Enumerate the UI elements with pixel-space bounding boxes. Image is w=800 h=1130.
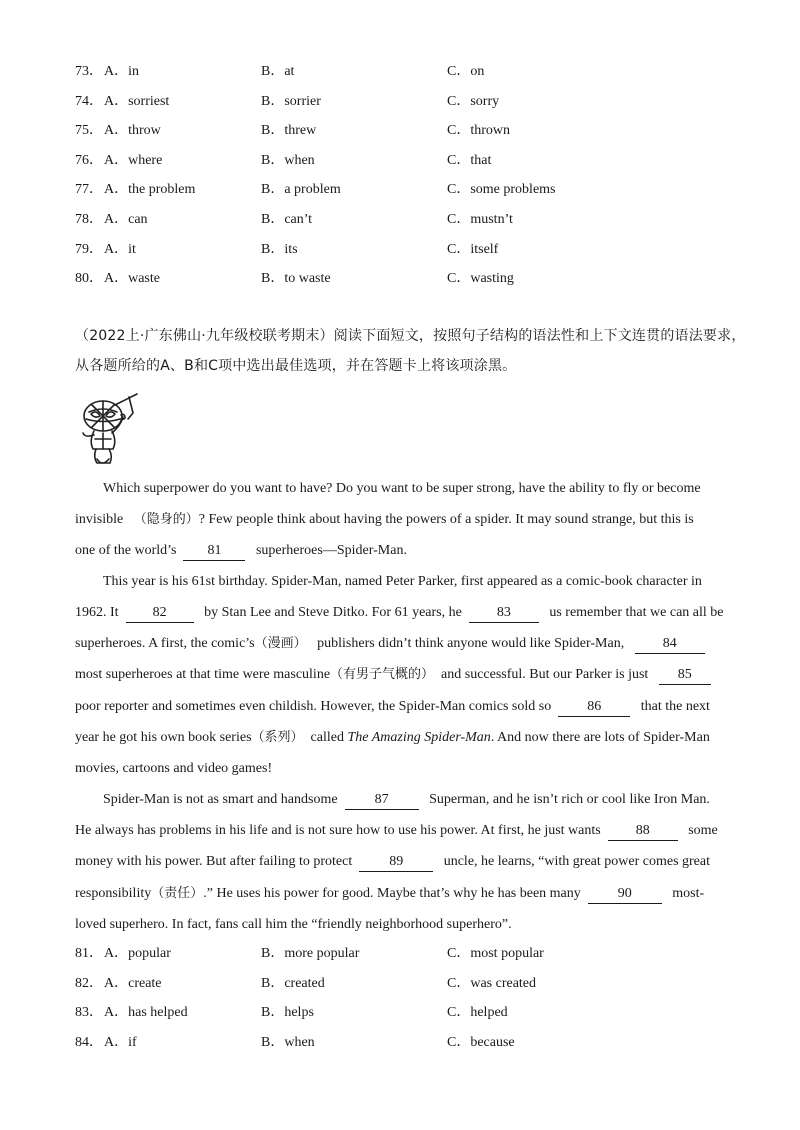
text: invisible (75, 512, 124, 527)
option-b[interactable]: B．can’t (261, 212, 313, 227)
blank-84[interactable]: 84 (635, 635, 705, 654)
section-instructions (75, 321, 746, 381)
option-a[interactable]: A．in (104, 64, 139, 79)
passage-line (103, 571, 702, 593)
instructions-line-2: 从各题所给的A、B和C项中选出最佳选项，并在答题卡上将该项涂黑。 (75, 358, 517, 374)
question-number: 76． (75, 152, 103, 168)
option-a[interactable]: A．create (104, 975, 162, 991)
option-c[interactable]: C．thrown (447, 123, 510, 139)
question-number: 75． (75, 123, 103, 139)
question-row (75, 61, 735, 83)
question-number: 79． (75, 241, 103, 257)
passage-line (75, 540, 407, 562)
question-row (75, 179, 735, 201)
option-b[interactable]: B．to waste (261, 271, 331, 287)
question-row (75, 1032, 735, 1054)
text: called (310, 730, 344, 745)
question-number: 73． (75, 64, 103, 79)
blank-81[interactable]: 81 (183, 542, 245, 561)
text: one of the world’s (75, 543, 177, 558)
chinese-gloss: （漫画） (254, 636, 307, 651)
passage-line (75, 914, 512, 936)
question-row (75, 209, 735, 231)
option-a[interactable]: A．where (104, 152, 163, 168)
passage-line (103, 789, 710, 811)
instructions-line-1: （2022上·广东佛山·九年级校联考期末）阅读下面短文，按照句子结构的语法性和上下文连贯的语法要求， (75, 328, 746, 344)
option-b[interactable]: B．helps (261, 1005, 314, 1021)
option-a[interactable]: A．waste (104, 271, 160, 287)
text: This year is his 61st birthday. Spider-Man, named Peter Parker, first appeared as a comic-book character in (103, 574, 702, 589)
option-a[interactable]: A．sorriest (104, 93, 170, 109)
text: Spider-Man is not as smart and handsome (103, 792, 338, 807)
text: most- (672, 886, 705, 901)
question-number: 83． (75, 1005, 103, 1021)
question-number: 74． (75, 93, 103, 109)
option-b[interactable]: B．a problem (261, 182, 341, 198)
text: . And now there are lots of Spider-Man (490, 730, 710, 745)
text: 1962. It (75, 605, 119, 620)
blank-89[interactable]: 89 (359, 853, 433, 872)
text: money with his power. But after failing to protect (75, 854, 353, 869)
passage-line (75, 758, 272, 780)
blank-83[interactable]: 83 (469, 604, 539, 623)
question-row (75, 120, 735, 142)
passage-line (75, 820, 718, 842)
option-b[interactable]: B．when (261, 152, 315, 168)
question-number: 78． (75, 212, 103, 227)
text: publishers didn’t think anyone would like Spider-Man, (317, 636, 625, 651)
text: .” He uses his power for good. Maybe that’s why he has been many (203, 886, 581, 901)
option-a[interactable]: A．it (104, 241, 136, 257)
passage-line (103, 478, 701, 500)
blank-86[interactable]: 86 (558, 698, 630, 717)
chinese-gloss: （责任） (151, 886, 204, 901)
option-c[interactable]: C．because (447, 1034, 515, 1050)
blank-85[interactable]: 85 (659, 666, 711, 685)
text: year he got his own book series (75, 730, 252, 745)
option-c[interactable]: C．most popular (447, 946, 544, 961)
option-a[interactable]: A．if (104, 1034, 137, 1050)
text: ? Few people think about having the powers of a spider. It may sound strange, but this is (198, 512, 694, 527)
option-b[interactable]: B．when (261, 1034, 315, 1050)
text: poor reporter and sometimes even childish. However, the Spider-Man comics sold so (75, 699, 552, 714)
text: by Stan Lee and Steve Ditko. For 61 years, he (204, 605, 462, 620)
chinese-gloss: （隐身的） (133, 512, 199, 527)
text: most superheroes at that time were masculine (75, 667, 331, 682)
question-number: 84． (75, 1034, 103, 1050)
passage-line (75, 727, 710, 749)
option-c[interactable]: C．was created (447, 975, 537, 991)
passage-line (75, 664, 711, 686)
passage-line (75, 883, 704, 905)
option-c[interactable]: C．sorry (447, 93, 500, 109)
passage-line (75, 602, 724, 624)
text: and successful. But our Parker is just (441, 667, 649, 682)
question-row (75, 268, 735, 290)
question-row (75, 1002, 735, 1024)
text: superheroes—Spider-Man. (255, 543, 407, 558)
text: loved superhero. In fact, fans call him the “friendly neighborhood superhero”. (75, 917, 512, 932)
option-c[interactable]: C．helped (447, 1005, 508, 1021)
passage-line (75, 696, 710, 718)
option-a[interactable]: A．has helped (104, 1005, 188, 1021)
question-number: 81． (75, 946, 103, 961)
spider-man-illustration (75, 393, 145, 469)
blank-88[interactable]: 88 (608, 822, 678, 841)
option-c[interactable]: C．mustn’t (447, 212, 513, 227)
text: us remember that we can all be (549, 605, 724, 620)
book-title: The Amazing Spider-Man (347, 730, 491, 745)
text: Which superpower do you want to have? Do you want to be super strong, have the ability to fly or become (103, 481, 701, 496)
option-b[interactable]: B．threw (261, 123, 317, 139)
text: uncle, he learns, “with great power comes great (443, 854, 710, 869)
question-row (75, 91, 735, 113)
option-c[interactable]: C．itself (447, 241, 499, 257)
option-b[interactable]: B．sorrier (261, 93, 321, 109)
text: He always has problems in his life and is not sure how to use his power. At first, he just wants (75, 823, 601, 838)
option-c[interactable]: C．that (447, 152, 492, 168)
text: movies, cartoons and video games! (75, 761, 273, 776)
text: superheroes. A first, the comic’s (75, 636, 255, 651)
option-a[interactable]: A．popular (104, 946, 171, 961)
option-a[interactable]: A．can (104, 212, 148, 227)
blank-90[interactable]: 90 (588, 885, 662, 904)
option-a[interactable]: A．throw (104, 123, 161, 139)
question-row (75, 973, 735, 995)
passage-line (75, 633, 705, 655)
option-b[interactable]: B．more popular (261, 946, 360, 961)
option-c[interactable]: C．wasting (447, 271, 514, 287)
option-c[interactable]: C．on (447, 64, 485, 79)
blank-82[interactable]: 82 (126, 604, 194, 623)
option-b[interactable]: B．its (261, 241, 298, 257)
question-number: 82． (75, 975, 103, 991)
option-c[interactable]: C．some problems (447, 182, 556, 198)
question-row (75, 150, 735, 172)
text: Superman, and he isn’t rich or cool like Iron Man. (429, 792, 710, 807)
text: that the next (640, 699, 710, 714)
question-row (75, 943, 735, 965)
question-row (75, 239, 735, 261)
option-a[interactable]: A．the problem (104, 182, 196, 198)
chinese-gloss: （系列） (251, 730, 304, 745)
blank-87[interactable]: 87 (345, 791, 419, 810)
chinese-gloss: （有男子气概的） (330, 667, 435, 682)
text: some (688, 823, 718, 838)
option-b[interactable]: B．created (261, 975, 325, 991)
passage-line (75, 851, 710, 873)
question-number: 77． (75, 182, 103, 198)
text: responsibility (75, 886, 152, 901)
passage-line (75, 509, 694, 531)
option-b[interactable]: B．at (261, 64, 295, 79)
question-number: 80． (75, 271, 103, 287)
